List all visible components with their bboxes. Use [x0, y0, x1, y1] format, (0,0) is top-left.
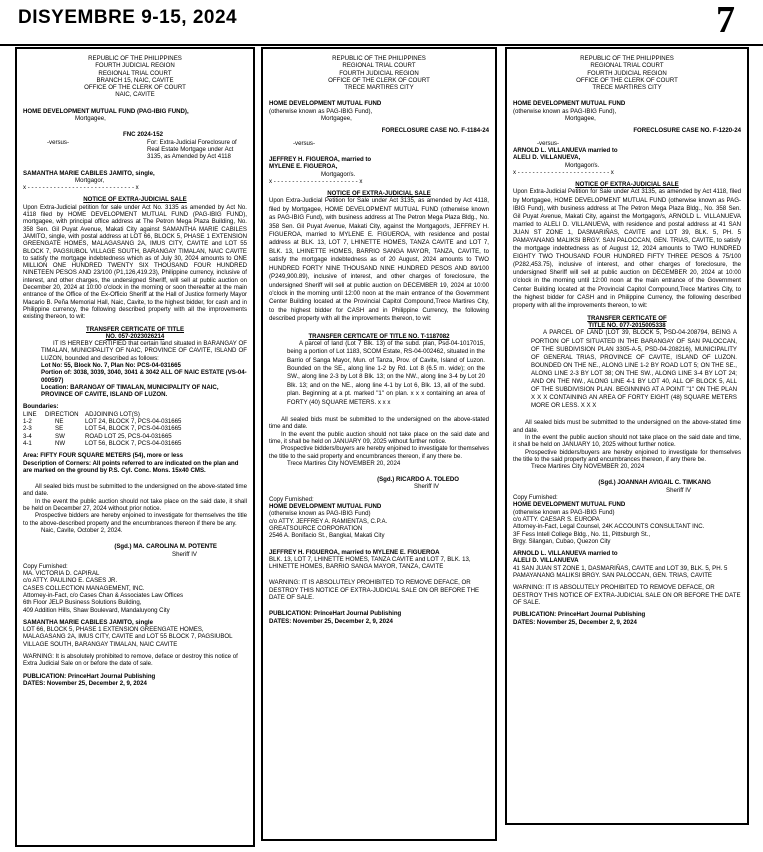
- postponement: In the event the public auction should not take place on the said date and time, it shall be held on JANUARY 09, 2025 without further notice.: [269, 430, 489, 445]
- place-date: Trece Martires City NOVEMBER 20, 2024: [287, 459, 401, 467]
- defendant-role: Mortgagor,: [75, 176, 105, 184]
- tct-portion: Portion of: 3038, 3039, 3040, 3041 & 3042 ALL OF NAIC ESTATE (VS-04-000597): [41, 369, 247, 384]
- copy-defendant-address: LOT 66, BLOCK 5, PHASE 1 EXTENSION GREENGATE HOMES, MALAGASANG 2A, IMUS CITY, CAVITE and LOT 55 BLOCK 7, PAGSIUBOL VILLAGE SOUTH, BARANGAY TIMALAN, NAIC CAVITE: [23, 626, 233, 648]
- notice-title: NOTICE OF EXTRA-JUDICIAL SALE: [327, 190, 431, 198]
- publication-dates: DATES: November 25, December 2, 9, 2024: [23, 679, 147, 687]
- boundaries-table: [23, 411, 247, 447]
- versus-label: -versus-: [47, 138, 70, 146]
- warning: WARNING: IT IS ABSOLUTELY PROHIBITED TO REMOVE DEFACE, OR DESTROY THIS NOTICE OF EXTRA-JUDICIAL SALE ON OR BEFORE THE DATE OF SALE.: [513, 584, 741, 606]
- notice-body: Upon Extra-Judicial Petition for Sale under Act 3135, as amended by Act 4118, filed by Mortgagee, HOME DEVELOPMENT MUTUAL FUND (otherwise known as PAG-IBIG Fund), with business address at The Petron Mega Plaza Bldg., No. 358 Sen. Gil Puyat Avenue, Makati City, against the Mortgagor/s, ARNOLD L. VILLANUEVA married to ALELI D. VILLANUEVA, with residence and postal address at 41 SAN JUAN ST ZONE 1, DASMARIÑAS, CAVITE and LOT 39, BLK. 5, PH. 5 PAMAYANANG MALIKSI BRGY. SAN PALOCCAN, GEN. TRIAS, CAVITE, to satisfy the mortgage indebtedness as of August 12, 2024 amounts to TWO HUNDRED EIGHTY TWO THOUSAND FOUR HUNDRED FIFTY THREE PESOS & 75/100 (P282,453.75), inclusive of interest, and other charges of foreclosure, the undersigned Sheriff will sell at public auction on DECEMBER 20, 2024 at 10:00 o'clock in the morning until 12:00 noon at the main entrance of the Government Center Building located at the Provincial Capitol Compound,Trece Martires City, to the highest bidder for CASH and in Philippine Currency, the following described property with all the improvements thereon, to wit:: [513, 188, 741, 309]
- publication: PUBLICATION: PrinceHart Journal Publishing: [23, 672, 156, 680]
- sealed-bids: All sealed bids must be submitted to the undersigned on the above-stated time and date.: [513, 419, 741, 434]
- notice-body: Upon Extra-Judicial Petition for Sale under Act 3135, as amended by Act 4118, filed by Mortgagee, HOME DEVELOPMENT MUTUAL FUND (otherwise known as PAG-IBIG Fund), with business address at The Petron Mega Plaza Bldg., No. 358 Sen. Gil Puyat Avenue, Makati City, against the Mortgagor/s, JEFFREY H. FIGUEROA, married to MYLENE E. FIGUEROA, with residence and postal address at BLK. 13, LOT 7, LHINETTE HOMES, TANZA CAVITE and LOT 7, BLK. 13, LHINETTE HOMES, BARRIO SANGA MAYOR, TANZA, CAVITE, to satisfy the mortgage indebtedness as of 20 August, 2024 amounts to TWO HUNDRED FORTY NINE THOUSAND NINE HUNDRED PESOS AND 89/100 (P249,900.89), inclusive of interest, and other charges of foreclosure, the undersigned Sheriff will sell at public auction on DECEMBER 19, 2024 at 10:00 o'clock in the morning until 12:00 noon at the main entrance of the Government Center Building located at the Provincial Capitol Compound,Trece Martires City, to the highest bidder for CASH and in Philippine Currency, the following described property with all the improvements thereon, to wit:: [269, 197, 489, 323]
- copy-defendant-address: BLK. 13, LOT 7, LHINETTE HOMES, TANZA CAVITE and LOT 7, BLK. 13, LHINETTE HOMES, BARRIO SANGA MAYOR, TANZA, CAVITE: [269, 555, 471, 571]
- copy-defendant: ARNOLD L. VILLANUEVA married to: [513, 550, 618, 558]
- notice-title: NOTICE OF EXTRA-JUDICIAL SALE: [575, 181, 679, 189]
- plaintiff-role: Mortgagee,: [321, 115, 352, 123]
- postponement: In the event the public auction should not take place on the said date, it shall be held on December 27, 2024 without prior notice.: [23, 497, 247, 513]
- page-header: [0, 0, 763, 46]
- versus-label: -versus-: [293, 139, 316, 147]
- tct-description: A PARCEL OF LAND (LOT 39, BLOCK 5, PSD-04-208794, BEING A PORTION OF LOT SITUATED IN THE BARANGAY OF SAN PALOCCAN, OF THE SUBDIVISION PLAN 3305-A-5, PSD-04-208216), MUNICIPALITY OF GENERAL TRIAS, PROVINCE OF CAVITE, ISLAND OF LUZON. BOUNDED ON THE NE., ALONG LINE 1-2 BY ROAD LOT 5; ON THE SE., ALONG LINE 2-3 BY LOT 38; ON THE SW., ALONG LINE 3-4 BY LOT 24; AND ON THE NW., ALONG LINE 4-1 BY LOT 40, ALL OF BLOCK 5, ALL OF THE SUBDIVISION PLAN. BEGINNING AT A POINT "1" ON THE PLAN X X X CONTAINING AN AREA OF FORTY EIGHT (48) SQUARE METERS MORE OR LESS. X X X: [531, 329, 737, 410]
- case-number: FORECLOSURE CASE NO. F-1184-24: [381, 127, 489, 135]
- tct-title: TRANSFER CERTICATE OF: [587, 314, 667, 322]
- prospective-bidders: Prospective bidders are hereby enjoined to investigate for themselves the title to the above-described property and the encumbrances thereon if there be any.: [23, 512, 247, 527]
- place-date: Naic, Cavite, October 2, 2024.: [41, 526, 123, 534]
- prospective-bidders: Prospective bidders/buyers are hereby enjoined to investigate for themselves the title to the said property and encumbrances thereon, if any there be.: [269, 445, 489, 460]
- caption-divider: x - - - - - - - - - - - - - - - - - - - - - - - x: [269, 177, 363, 185]
- issue-date: DISYEMBRE 9-15, 2024: [18, 7, 238, 28]
- boundaries-header: LINE DIRECTION ADJOINING LOT(S): [23, 410, 140, 418]
- notice-body: Upon Extra-Judicial petition for sale under Act No. 3135 as amended by Act No. 4118 filed by HOME DEVELOPMENT MUTUAL FUND (PAG-IBIG FUND), mortgagee, with principal office address at The Petron Mega Plaza Building, No. 358 Sen. Gil Puyat Avenue, Makati City against SAMANTHA MARIE CABILES JAMITO, single, with postal address at LOT 66, BLOCK 5, PHASE 1 EXTENSION GREENGATE HOMES, MALAGASANG 2A, IMUS CITY, CAVITE and LOT 55 BLOCK 7, PAGSIUBOL VILLAGE SOUTH, BARANGAY TIMALAN, NAIC CAVITE to satisfy the mortgage indebtedness which as of July 30, 2024 amounts to ONE MILLION ONE HUNDRED TWENTY SIX THOUSAND FOUR HUNDRED NINETEEN PESOS AND 23/100 (P1,126,419.23), Philippine currency, inclusive of interest, and other charges, the undersigned Sheriff, will sell at public auction on December 20, 2024 at 10:00 o'clock in the morning or soon thereafter at the main entrance of the Office of the Ex-Officio Sheriff at the Hall of Justice formerly Mayor Macario B. Peña Memorial Hall, Naic, Cavite, to the highest bidder, for cash and in Philippine currency, the following described property with all the improvements existing thereon, to wit:: [23, 203, 247, 321]
- copy-defendant-address: 41 SAN JUAN ST ZONE 1, DASMARIÑAS, CAVITE and LOT 39, BLK. 5, PH. 5 PAMAYANANG MALIKSI BRGY. SAN PALOCCAN, GEN. TRIAS, CAVITE: [513, 564, 728, 580]
- sheriff-signature: (Sgd.) RICARDO A. TOLEDO: [377, 476, 459, 484]
- notice-column-3: REPUBLIC OF THE PHILIPPINES REGIONAL TRIAL COURT FOURTH JUDICIAL REGION OFFICE OF THE CLERK OF COURT TRECE MARTIRES CITY HOME DEVELOPMENT MUTUAL FUND (otherwise known as PAG-IBIG Fund), Mortgagee, FORECLOSURE CASE NO. F-1220-24 -versus- ARNOLD L. VILLANUEVA married to ALELI D. VILLANUEVA, Mortgagor/s. x - - - - - - - - - - - - - - - - - - - - - - - - - x NOTICE OF EXTRA-JUDICIAL SALE Upon Extra-Judicial Petition for Sale under Act 3135, as amended by Act 4118, filed by Mortgagee, HOME DEVELOPMENT MUTUAL FUND (otherwise known as PAG-IBIG Fund), with business address at The Petron Mega Plaza Bldg., No. 358 Sen. Gil Puyat Avenue, Makati City, against the Mortgagor/s, ARNOLD L. VILLANUEVA married to ALELI D. VILLANUEVA, with residence and postal address at 41 SAN JUAN ST ZONE 1, DASMARIÑAS, CAVITE and LOT 39, BLK. 5, PH. 5 PAMAYANANG MALIKSI BRGY. SAN PALOCCAN, GEN. TRIAS, CAVITE, to satisfy the mortgage indebtedness as of August 12, 2024 amounts to TWO HUNDRED EIGHTY TWO THOUSAND FOUR HUNDRED FIFTY THREE PESOS & 75/100 (P282,453.75), inclusive of interest, and other charges of foreclosure, the undersigned Sheriff will sell at public auction on DECEMBER 20, 2024 at 10:00 o'clock in the morning until 12:00 noon at the main entrance of the Government Center Building located at the Provincial Capitol Compound,Trece Martires City, to the highest bidder for CASH and in Philippine Currency, the following described property with all the improvements thereon, to wit: TRANSFER CERTICATE OF TITLE NO. 077-2015005338 A PARCEL OF LAND (LOT 39, BLOCK 5, PSD-04-208794, BEING A PORTION OF LOT SITUATED IN THE BARANGAY OF SAN PALOCCAN, OF THE SUBDIVISION PLAN 3305-A-5, PSD-04-208216), MUNICIPALITY OF GENERAL TRIAS, PROVINCE OF CAVITE, ISLAND OF LUZON. BOUNDED ON THE NE., ALONG LINE 1-2 BY ROAD LOT 5; ON THE SE., ALONG LINE 2-3 BY LOT 38; ON THE SW., ALONG LINE 3-4 BY LOT 24; AND ON THE NW., ALONG LINE 4-1 BY LOT 40, ALL OF BLOCK 5, ALL OF THE SUBDIVISION PLAN. BEGINNING AT A POINT "1" ON THE PLAN X X X CONTAINING AN AREA OF FORTY EIGHT (48) SQUARE METERS MORE OR LESS. X X X All sealed bids must be submitted to the undersigned on the above-stated time and date. In the event the public auction should not take place on the said date and time, it shall be held on JANUARY 10, 2025 without further notice. Prospective bidders/buyers are hereby enjoined to investigate for themselves the title to the said property and encumbrances thereon, if any there be. Trece Martires City NOVEMBER 20, 2024 (Sgd.) JOANNAH AVIGAIL C. TIMKANG Sheriff IV Copy Furnished: HOME DEVELOPMENT MUTUAL FUND (otherwise known as PAG-IBIG Fund) c/o ATTY. CAESAR S. EUROPA Attorney-in-Fact, Legal Counsel, 24K ACCOUNTS CONSULTANT INC. 3F Fess Intell College Bldg., No. 11, Pittsburgh St., Brgy. Silangan, Cubao, Quezon City ARNOLD L. VILLANUEVA married to ALELI D. VILLANUEVA 41 SAN JUAN ST ZONE 1, DASMARIÑAS, CAVITE and LOT 39, BLK. 5, PH. 5 PAMAYANANG MALIKSI BRGY. SAN PALOCCAN, GEN. TRIAS, CAVITE WARNING: IT IS ABSOLUTELY PROHIBITED TO REMOVE DEFACE, OR DESTROY THIS NOTICE OF EXTRA-JUDICIAL SALE ON OR BEFORE THE DATE OF SALE. PUBLICATION: PrinceHart Journal Publishing DATES: November 25, December 2, 9, 2024: [505, 47, 749, 825]
- table-row: 2-3 SE LOT 54, BLOCK 7, PCS-04-031665: [23, 425, 182, 433]
- case-description: For: Extra-Judicial Foreclosure of Real Estate Mortgage under Act 3135, as Amended by Act 4118: [147, 138, 237, 161]
- sealed-bids: All sealed bids must be submitted to the undersigned on the above-stated time and date.: [269, 416, 489, 431]
- plaintiff-name: HOME DEVELOPMENT MUTUAL FUND: [513, 100, 626, 108]
- court-heading: REPUBLIC OF THE PHILIPPINES REGIONAL TRIAL COURT FOURTH JUDICIAL REGION OFFICE OF THE CLERK OF COURT TRECE MARTIRES CITY: [328, 55, 430, 92]
- page-number: 7: [716, 0, 735, 41]
- plaintiff-role: Mortgagee,: [75, 115, 106, 123]
- case-row: [23, 139, 247, 161]
- copy-defendant: SAMANTHA MARIE CABILES JAMITO, single: [23, 618, 154, 626]
- defendant-role: Mortgagor/s.: [321, 170, 356, 178]
- tct-location: Location: BARANGAY OF TIMALAN, MUNICIPALITY OF NAIC, PROVINCE OF CAVITE, ISLAND OF LUZON.: [41, 383, 219, 399]
- notice-column-2: REPUBLIC OF THE PHILIPPINES REGIONAL TRIAL COURT FOURTH JUDICIAL REGION OFFICE OF THE CLERK OF COURT TRECE MARTIRES CITY HOME DEVELOPMENT MUTUAL FUND (otherwise known as PAG-IBIG Fund), Mortgagee, FORECLOSURE CASE NO. F-1184-24 -versus- JEFFREY H. FIGUEROA, married to MYLENE E. FIGUEROA, Mortgagor/s. x - - - - - - - - - - - - - - - - - - - - - - - x NOTICE OF EXTRA-JUDICIAL SALE Upon Extra-Judicial Petition for Sale under Act 3135, as amended by Act 4118, filed by Mortgagee, HOME DEVELOPMENT MUTUAL FUND (otherwise known as PAG-IBIG Fund), with business address at The Petron Mega Plaza Bldg., No. 358 Sen. Gil Puyat Avenue, Makati City, against the Mortgagor/s, JEFFREY H. FIGUEROA, married to MYLENE E. FIGUEROA, with residence and postal address at BLK. 13, LOT 7, LHINETTE HOMES, TANZA CAVITE and LOT 7, BLK. 13, LHINETTE HOMES, BARRIO SANGA MAYOR, TANZA, CAVITE, to satisfy the mortgage indebtedness as of 20 August, 2024 amounts to TWO HUNDRED FORTY NINE THOUSAND NINE HUNDRED PESOS AND 89/100 (P249,900.89), inclusive of interest, and other charges of foreclosure, the undersigned Sheriff will sell at public auction on DECEMBER 19, 2024 at 10:00 o'clock in the morning until 12:00 noon at the main entrance of the Government Center Building located at the Provincial Capitol Compound,Trece Martires City, to the highest bidder for CASH and in Philippine Currency, the following described property with all the improvements thereon, to wit: TRANSFER CERTICATE OF TITLE NO. T-1187082 A parcel of land (Lot 7 Blk. 13) of the subd. plan, Psd-04-1017015, being a portion of Lot 1183, SCOM Estate, RS-04-002462, situated in the Barrio of Sanga Mayor, Mun. of Tanza, Prov. of Cavite, Island of Luzon. Bounded on the SE., along line 1-2 by Rd. Lot 8 (6.5 m. wide); on the SW., along line 2-3 by Lot 8 Blk. 13; on the NW., along line 3-4 by Lot 20 Blk. 13; and on the NE., along line 4-1 by Lot 6, Blk. 13, all of the subd. plan. Beginning at a pt. marked "1" on plan. x x x containing an area of FORTY (40) SQUARE METERS. x x x All sealed bids must be submitted to the undersigned on the above-stated time and date. In the event the public auction should not take place on the said date and time, it shall be held on JANUARY 09, 2025 without further notice. Prospective bidders/buyers are hereby enjoined to investigate for themselves the title to the said property and encumbrances thereon, if any there be. Trece Martires City NOVEMBER 20, 2024 (Sgd.) RICARDO A. TOLEDO Sheriff IV Copy Furnished: HOME DEVELOPMENT MUTUAL FUND (otherwise known as PAG-IBIG Fund) c/o ATTY. JEFFREY A. RAMIENTAS, C.P.A. GREATSOURCE CORPORATION 2546 A. Bonifacio St., Bangkal, Makati City JEFFREY H. FIGUEROA, married to MYLENE E. FIGUEROA BLK. 13, LOT 7, LHINETTE HOMES, TANZA CAVITE and LOT 7, BLK. 13, LHINETTE HOMES, BARRIO SANGA MAYOR, TANZA, CAVITE WARNING: IT IS ABSOLUTELY PROHIBITED TO REMOVE DEFACE, OR DESTROY THIS NOTICE OF EXTRA-JUDICIAL SALE ON OR BEFORE THE DATE OF SALE. PUBLICATION: PrinceHart Journal Publishing DATES: November 25, December 2, 9, 2024: [261, 47, 497, 841]
- copy-defendant-spouse: ALELI D. VILLANUEVA: [513, 557, 579, 565]
- court-heading: REPUBLIC OF THE PHILIPPINES FOURTH JUDICIAL REGION REGIONAL TRIAL COURT BRANCH 15, NAIC, CAVITE OFFICE OF THE CLERK OF COURT NAIC, CAVITE: [84, 55, 186, 99]
- tct-description: IT IS HEREBY CERTIFIED that certain land situated in BARANGAY OF TIMALAN, MUNICIPALITY OF NAIC, PROVINCE OF CAVITE, ISLAND OF LUZON, bounded and described as follows:: [41, 340, 247, 362]
- copy-furnished-label: Copy Furnished:: [269, 495, 314, 503]
- warning: WARNING: It is absolutely prohibited to remove, deface or destroy this notice of Extra Judicial Sale on or before the date of sale.: [23, 653, 238, 668]
- caption-divider: x - - - - - - - - - - - - - - - - - - - - - - - - - - - - - x: [23, 184, 139, 192]
- tct-lot: Lot No: 55, Block No. 7, Plan No: PCS-04-031665: [41, 361, 181, 369]
- place-date: Trece Martires City NOVEMBER 20, 2024: [531, 463, 645, 471]
- warning: WARNING: IT IS ABSOLUTELY PROHIBITED TO REMOVE DEFACE, OR DESTROY THIS NOTICE OF EXTRA-JUDICIAL SALE ON OR BEFORE THE DATE OF SALE.: [269, 579, 480, 602]
- table-row: 4-1 NW LOT 56, BLOCK 7, PCS-04-031665: [23, 439, 182, 447]
- defendant-spouse: MYLENE E. FIGUEROA,: [269, 163, 338, 171]
- publication-dates: DATES: November 25, December 2, 9, 2024: [269, 617, 393, 625]
- publication: PUBLICATION: PrinceHart Journal Publishing: [513, 611, 646, 619]
- plaintiff-name: HOME DEVELOPMENT MUTUAL FUND: [269, 100, 382, 108]
- prospective-bidders: Prospective bidders/buyers are hereby enjoined to investigate for themselves the title to the said property and encumbrances thereon, if any there be.: [513, 448, 741, 463]
- defendant-spouse: ALELI D. VILLANUEVA,: [513, 154, 581, 162]
- notice-title: NOTICE OF EXTRA-JUDICIAL SALE: [83, 196, 187, 204]
- tct-description: A parcel of land (Lot 7 Blk. 13) of the subd. plan, Psd-04-1017015, being a portion of Lot 1183, SCOM Estate, RS-04-002462, situated in the Barrio of Sanga Mayor, Mun. of Tanza, Prov. of Cavite, Island of Luzon. Bounded on the SE., along line 1-2 by Rd. Lot 8 (6.5 m. wide); on the SW., along line 2-3 by Lot 8 Blk. 13; on the NW., along line 3-4 by Lot 20 Blk. 13; and on the NE., along line 4-1 by Lot 6, Blk. 13, all of the subd. plan. Beginning at a pt. marked "1" on plan. x x x containing an area of FORTY (40) SQUARE METERS. x x x: [287, 339, 485, 406]
- defendant-name: JEFFREY H. FIGUEROA, married to: [269, 155, 372, 163]
- boundaries-title: Boundaries:: [23, 403, 59, 411]
- publication-dates: DATES: November 25, December 2, 9, 2024: [513, 618, 637, 626]
- area: Area: FIFTY FOUR SQUARE METERS (54), more or less: [23, 452, 184, 460]
- table-row: 3-4 SW ROAD LOT 25, PCS-04-031665: [23, 432, 172, 440]
- sheriff-signature: (Sgd.) JOANNAH AVIGAIL C. TIMKANG: [598, 479, 711, 487]
- tct-number: TITLE NO. 077-2015005338: [588, 322, 666, 330]
- plaintiff-aka: (otherwise known as PAG-IBIG Fund),: [269, 107, 373, 115]
- sheriff-title: Sheriff IV: [172, 550, 197, 558]
- plaintiff-name: HOME DEVELOPMENT MUTUAL FUND (PAG-IBIG FUND),: [23, 107, 189, 115]
- defendant-name: ARNOLD L. VILLANUEVA married to: [513, 146, 618, 154]
- table-row: 1-2 NE LOT 24, BLOCK 7, PCS-04-031665: [23, 418, 182, 426]
- sheriff-title: Sheriff IV: [666, 486, 691, 494]
- copy-furnished-label: Copy Furnished:: [513, 494, 558, 502]
- copy-defendant: JEFFREY H. FIGUEROA, married to MYLENE E. FIGUEROA: [269, 548, 440, 556]
- court-heading: REPUBLIC OF THE PHILIPPINES REGIONAL TRIAL COURT FOURTH JUDICIAL REGION OFFICE OF THE CLERK OF COURT TRECE MARTIRES CITY: [576, 55, 678, 92]
- publication: PUBLICATION: PrinceHart Journal Publishing: [269, 610, 402, 618]
- plaintiff-role: Mortgagee,: [565, 115, 596, 123]
- notice-column-1: REPUBLIC OF THE PHILIPPINES FOURTH JUDICIAL REGION REGIONAL TRIAL COURT BRANCH 15, NAIC, CAVITE OFFICE OF THE CLERK OF COURT NAIC, CAVITE HOME DEVELOPMENT MUTUAL FUND (PAG-IBIG FUND), Mortgagee, FNC 2024-152 -versus- For: Extra-Judicial Foreclosure of Real Estate Mortgage under Act 3135, as Amended by Act 4118 SAMANTHA MARIE CABILES JAMITO, single, Mortgagor, x - - - - - - - - - - - - - - - - - - - - - - - - - - - - - x NOTICE OF EXTRA-JUDICIAL SALE Upon Extra-Judicial petition for sale under Act No. 3135 as amended by Act No. 4118 filed by HOME DEVELOPMENT MUTUAL FUND (PAG-IBIG FUND), mortgagee, with principal office address at The Petron Mega Plaza Building, No. 358 Sen. Gil Puyat Avenue, Makati City against SAMANTHA MARIE CABILES JAMITO, single, with postal address at LOT 66, BLOCK 5, PHASE 1 EXTENSION GREENGATE HOMES, MALAGASANG 2A, IMUS CITY, CAVITE and LOT 55 BLOCK 7, PAGSIUBOL VILLAGE SOUTH, BARANGAY TIMALAN, NAIC CAVITE to satisfy the mortgage indebtedness which as of July 30, 2024 amounts to ONE MILLION ONE HUNDRED TWENTY SIX THOUSAND FOUR HUNDRED NINETEEN PESOS AND 23/100 (P1,126,419.23), Philippine currency, inclusive of interest, and other charges, the undersigned Sheriff, will sell at public auction on December 20, 2024 at 10:00 o'clock in the morning or soon thereafter at the main entrance of the Office of the Ex-Officio Sheriff at the Hall of Justice formerly Mayor Macario B. Peña Memorial Hall, Naic, Cavite, to the highest bidder, for cash and in Philippine currency, the following described property with all the improvements existing thereon, to wit: TRANSFER CERTICATE OF TITLE NO. 057-2023026214 IT IS HEREBY CERTIFIED that certain land situated in BARANGAY OF TIMALAN, MUNICIPALITY OF NAIC, PROVINCE OF CAVITE, ISLAND OF LUZON, bounded and described as follows: Lot No: 55, Block No. 7, Plan No: PCS-04-031665 Portion of: 3038, 3039, 3040, 3041 & 3042 ALL OF NAIC ESTATE (VS-04-000597) Location: BARANGAY OF TIMALAN, MUNICIPALITY OF NAIC, PROVINCE OF CAVITE, ISLAND OF LUZON. Boundaries: LINE DIRECTION ADJOINING LOT(S) 1-2 NE LOT 24, BLOCK 7, PCS-04-031665 2-3 SE LOT 54, BLOCK 7, PCS-04-031665 3-4 SW ROAD LOT 25, PCS-04-031665 4-1 NW LOT 56, BLOCK 7, PCS-04-031665 Area: FIFTY FOUR SQUARE METERS (54), more or less Description of Corners: All points referred to are indicated on the plan and are marked on the ground by P.S. Cyl. Conc. Mons. 15x40 CMS. All sealed bids must be submitted to the undersigned on the above-stated time and date. In the event the public auction should not take place on the said date, it shall be held on December 27, 2024 without prior notice. Prospective bidders are hereby enjoined to investigate for themselves the title to the above-described property and the encumbrances thereon if there be any. Naic, Cavite, October 2, 2024. (Sgd.) MA. CAROLINA M. POTENTE Sheriff IV Copy Furnished: MA. VICTORIA D. CAPIRAL c/o ATTY. PAULINO E. CASES JR. CASES COLLECTION MANAGEMENT, INC. Attorney-in-Fact, c/o Cases Chan & Associates Law Offices 6th Floor JELP Business Solutions Building, 409 Addition Hills, Shaw Boulevard, Mandaluyong City SAMANTHA MARIE CABILES JAMITO, single LOT 66, BLOCK 5, PHASE 1 EXTENSION GREENGATE HOMES, MALAGASANG 2A, IMUS CITY, CAVITE and LOT 55 BLOCK 7, PAGSIUBOL VILLAGE SOUTH, BARANGAY TIMALAN, NAIC CAVITE WARNING: It is absolutely prohibited to remove, deface or destroy this notice of Extra Judicial Sale on or before the date of sale. PUBLICATION: PrinceHart Journal Publishing DATES: November 25, December 2, 9, 2024: [15, 47, 255, 847]
- caption-divider: x - - - - - - - - - - - - - - - - - - - - - - - - - x: [513, 168, 614, 176]
- corners: Description of Corners: All points referred to are indicated on the plan and are marked on the ground by P.S. Cyl. Conc. Mons. 15x40 CMS.: [23, 459, 239, 474]
- plaintiff-aka: (otherwise known as PAG-IBIG Fund),: [513, 107, 617, 115]
- tct-title: TRANSFER CERTICATE OF TITLE NO. T-1187082: [308, 332, 450, 340]
- defendant-role: Mortgagor/s.: [565, 161, 600, 169]
- postponement: In the event the public auction should not take place on the said date and time, it shall be held on JANUARY 10, 2025 without further notice.: [513, 433, 741, 449]
- versus-label: -versus-: [537, 139, 560, 147]
- sheriff-title: Sheriff IV: [414, 483, 439, 491]
- case-number: FORECLOSURE CASE NO. F-1220-24: [633, 127, 741, 135]
- copy-furnished-label: Copy Furnished:: [23, 562, 68, 570]
- sheriff-signature: (Sgd.) MA. CAROLINA M. POTENTE: [114, 543, 217, 551]
- tct-number: NO. 057-2023026214: [105, 332, 165, 340]
- defendant-name: SAMANTHA MARIE CABILES JAMITO, single,: [23, 169, 155, 177]
- sealed-bids: All sealed bids must be submitted to the undersigned on the above-stated time and date.: [23, 483, 247, 498]
- tct-title: TRANSFER CERTICATE OF TITLE: [85, 325, 185, 333]
- case-number: FNC 2024-152: [123, 131, 163, 139]
